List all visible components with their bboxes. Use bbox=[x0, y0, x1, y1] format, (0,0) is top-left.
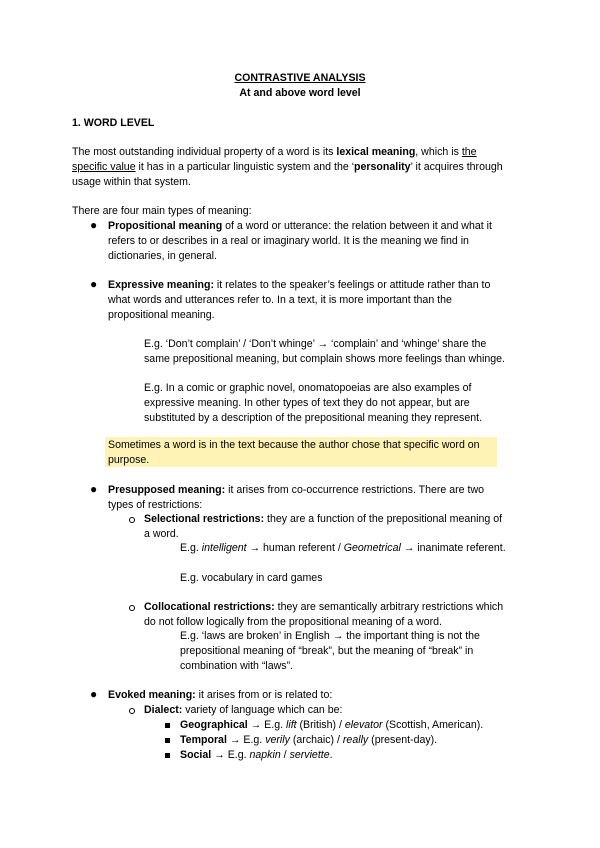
bullet-icon: ● bbox=[90, 277, 98, 291]
types-intro: There are four main types of meaning: bbox=[72, 205, 252, 217]
bullet-icon: ● bbox=[90, 687, 98, 701]
square-bullet-icon bbox=[165, 723, 170, 728]
document-subtitle: At and above word level bbox=[239, 87, 361, 99]
circle-bullet-icon bbox=[129, 605, 135, 611]
square-bullet-icon bbox=[165, 738, 170, 743]
circle-bullet-icon bbox=[129, 708, 135, 714]
highlight-note-line: purpose. bbox=[108, 454, 150, 466]
section-heading: 1. WORD LEVEL bbox=[72, 117, 155, 129]
square-bullet-icon bbox=[165, 753, 170, 758]
circle-bullet-icon bbox=[129, 517, 135, 523]
bullet-icon: ● bbox=[90, 482, 98, 496]
document-title: CONTRASTIVE ANALYSIS bbox=[234, 72, 366, 84]
bullet-icon: ● bbox=[90, 218, 98, 232]
highlight-note-line: Sometimes a word is in the text because the author chose that specific word on bbox=[108, 439, 480, 451]
document-page: CONTRASTIVE ANALYSIS At and above word level 1. WORD LEVEL The most outstanding individual property of a word is its lexical meaning, which is the specific value it has in a particular linguistic system and the ‘personality’ it acquires through usage within that system. There are four main types of meaning: ● Propositional meaning of a word or utterance: the relation between it and what it refers to or describes in a real or imaginary world. It is the meaning we find in dictionaries, in general. ● Expressive meaning: it relates to the speaker’s feelings or attitude rather than to what words and utterances refer to. In a text, it is more important than the propositional meaning. E.g. ‘Don’t complain’ / ‘Don’t whinge’ → ‘complain’ and ‘whinge’ share the same prepositional meaning, but complain shows more feelings than whinge. E.g. In a comic or graphic novel, onomatopoeias are also examples of expressive meaning. In other types of text they do not appear, but are substituted by a description of the prepositional meaning they represent. Sometimes a word is in the text because the author chose that specific word on purpose. ● Presupposed meaning: it arises from co-occurrence restrictions. There are two types of restrictions: Selectional restrictions: they are a function of the prepositional meaning of a word. E.g. intelligent → human referent / Geometrical → inanimate referent. E.g. vocabulary in card games Collocational restrictions: they are semantically arbitrary restrictions which do not follow logically from the propositional meaning of a word. E.g. ‘laws are broken’ in English → the important thing is not the prepositional meaning of “break”, but the meaning of “break” in combination with “laws”. ● Evoked meaning: it arises from or is related to: Dialect: variety of language which can be: Geographical → E.g. lift (British) / elevator (Scottish, American). Temporal → E.g. verily (archaic) / really (present-day). Social → E.g. napkin / serviette. bbox=[0, 0, 600, 848]
